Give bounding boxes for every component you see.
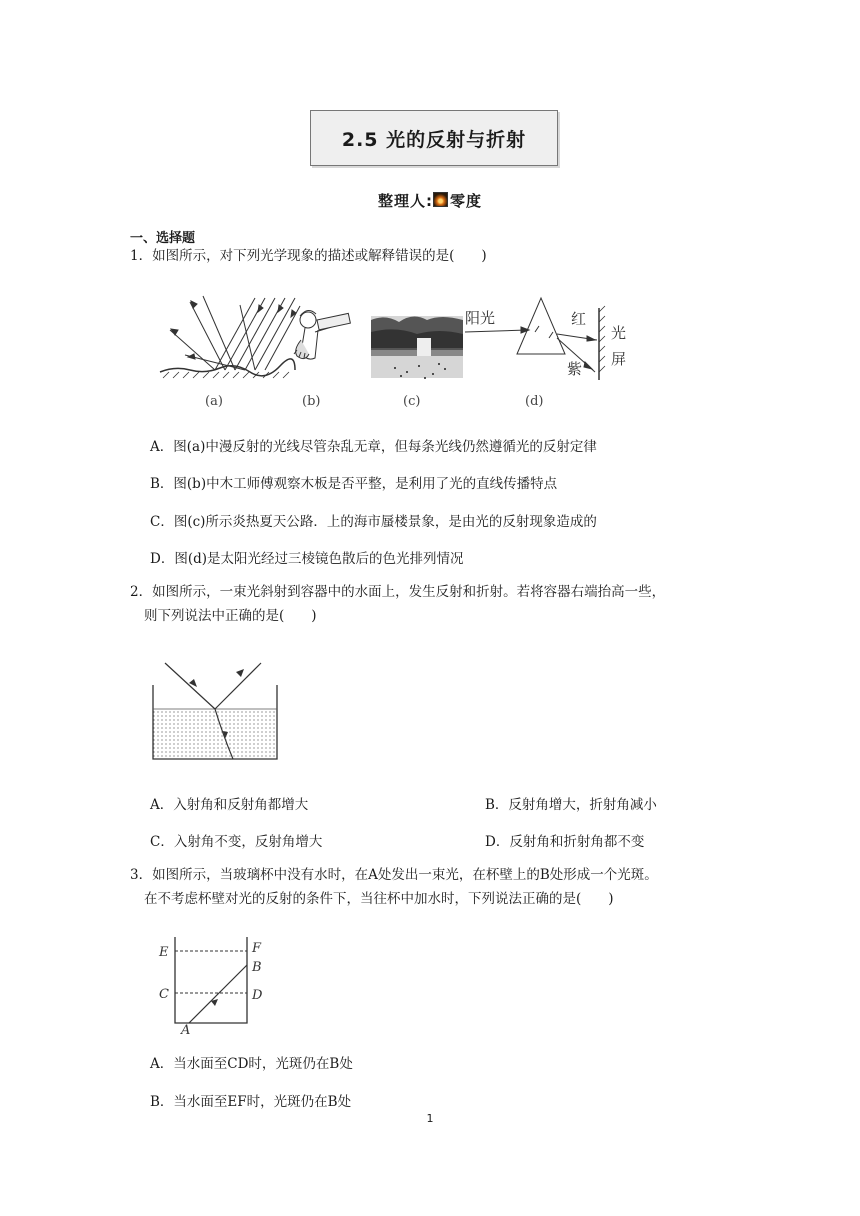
- figure-label-a: (a): [205, 394, 223, 409]
- label-c: C: [159, 987, 169, 1002]
- author-name: 零度: [449, 192, 482, 210]
- author-label: 整理人:: [377, 192, 433, 210]
- q2-option-a: A．入射角和反射角都增大: [150, 797, 309, 813]
- q1-figure: [155, 290, 655, 415]
- section-heading: 一、选择题: [130, 231, 196, 246]
- q3-stem: [130, 863, 730, 911]
- q1-option-a: A．图(a)中漫反射的光线尽管杂乱无章，但每条光线仍然遵循光的反射定律: [150, 439, 597, 455]
- figure-label-d: (d): [525, 394, 544, 409]
- q3-option-b: B．当水面至EF时，光斑仍在B处: [150, 1094, 352, 1110]
- label-screen-1: 光: [611, 324, 627, 342]
- q2-stem: [130, 580, 730, 628]
- label-f: F: [252, 941, 262, 956]
- figure-label-c: (c): [403, 394, 421, 409]
- q1-option-d: D．图(d)是太阳光经过三棱镜色散后的色光排列情况: [150, 551, 464, 567]
- page-number: 1: [426, 1112, 434, 1125]
- label-red: 红: [571, 310, 587, 328]
- q2-figure: [145, 655, 285, 765]
- diffuse-reflection-diagram: [160, 296, 300, 378]
- label-sunlight: 阳光: [465, 309, 496, 327]
- sunset-photo-icon: [433, 192, 448, 207]
- label-d: D: [252, 988, 263, 1003]
- q1-option-c: C．图(c)所示炎热夏天公路．上的海市蜃楼景象，是由光的反射现象造成的: [150, 514, 597, 530]
- q2-stem-line2: 则下列说法中正确的是( ): [144, 608, 317, 624]
- q2-option-c: C．入射角不变，反射角增大: [150, 834, 323, 850]
- q2-option-d: D．反射角和折射角都不变: [485, 834, 645, 850]
- label-screen-2: 屏: [611, 350, 627, 368]
- q1-stem: 1．如图所示，对下列光学现象的描述或解释错误的是( ): [130, 248, 487, 264]
- q3-stem-line2: 在不考虑杯壁对光的反射的条件下，当往杯中加水时，下列说法正确的是( ): [144, 891, 614, 907]
- q3-option-a: A．当水面至CD时，光斑仍在B处: [150, 1056, 353, 1072]
- q2-stem-line1: 2．如图所示，一束光斜射到容器中的水面上，发生反射和折射。若将容器右端抬高一些，: [130, 584, 666, 600]
- q2-option-b: B．反射角增大，折射角减小: [485, 797, 657, 813]
- carpenter-diagram: [294, 310, 350, 359]
- q1-option-b: B．图(b)中木工师傅观察木板是否平整，是利用了光的直线传播特点: [150, 476, 558, 492]
- label-b: B: [252, 960, 262, 975]
- mirage-photo: [371, 316, 463, 379]
- label-violet: 紫: [567, 360, 583, 378]
- figure-label-b: (b): [302, 394, 321, 409]
- label-a: A: [181, 1023, 191, 1035]
- page-title: 2.5 光的反射与折射: [310, 110, 558, 166]
- label-e: E: [159, 945, 169, 960]
- q3-stem-line1: 3．如图所示，当玻璃杯中没有水时，在A处发出一束光，在杯壁上的B处形成一个光斑。: [130, 867, 658, 883]
- q3-figure: [155, 935, 275, 1035]
- author-line: [0, 190, 860, 211]
